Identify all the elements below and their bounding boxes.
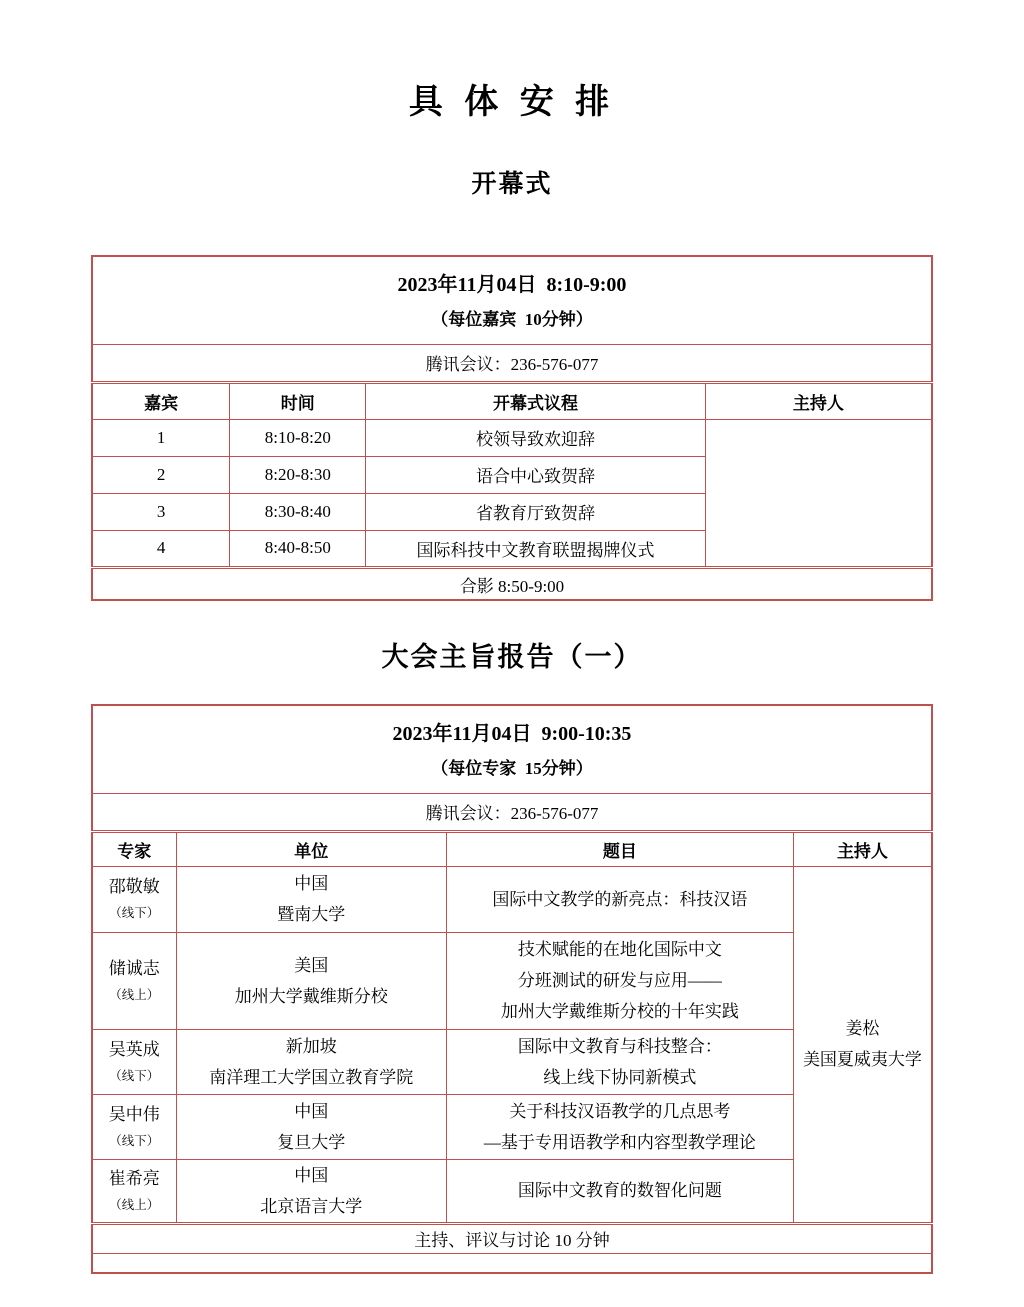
expert-name: 崔希亮 — [108, 1168, 160, 1188]
session-duration-note: （每位专家 15分钟） — [431, 758, 593, 778]
guest-no-cell: 1 — [92, 419, 230, 456]
host-org: 美国夏威夷大学 — [802, 1050, 922, 1070]
org-line: 暨南大学 — [277, 905, 346, 925]
expert-cell — [92, 1159, 176, 1223]
agenda-cell: 国际科技中文教育联盟揭牌仪式 — [366, 530, 705, 567]
empty-row — [92, 1253, 932, 1273]
col-header-agenda: 开幕式议程 — [366, 382, 705, 419]
date-row — [92, 256, 932, 345]
org-line: 新加坡 — [285, 1036, 337, 1056]
col-header-expert: 专家 — [92, 831, 176, 866]
org-cell — [176, 1159, 446, 1223]
expert-cell — [92, 1094, 176, 1159]
topic-cell — [446, 932, 793, 1029]
keynote-table — [91, 704, 933, 1275]
keynote-section-title: 大会主旨报告（一） — [381, 642, 643, 673]
guest-no-cell: 3 — [92, 493, 230, 530]
org-line: 复旦大学 — [277, 1132, 346, 1152]
guest-no-cell: 2 — [92, 456, 230, 493]
table-row — [92, 866, 932, 932]
discussion-row — [92, 1223, 932, 1253]
host-cell — [705, 419, 932, 567]
date-cell — [92, 705, 932, 794]
org-cell — [176, 932, 446, 1029]
expert-name: 储诚志 — [108, 958, 160, 978]
topic-cell — [446, 1029, 793, 1094]
host-cell — [793, 866, 932, 1223]
meeting-row — [92, 344, 932, 382]
date-cell — [92, 256, 932, 345]
time-cell: 8:30-8:40 — [230, 493, 366, 530]
meeting-id: 腾讯会议：236-576-077 — [92, 793, 932, 831]
attendance-mode: （线上） — [109, 987, 160, 1002]
opening-ceremony-table — [91, 255, 933, 602]
topic-cell — [446, 866, 793, 932]
col-header-guest: 嘉宾 — [92, 382, 230, 419]
expert-name: 吴英成 — [108, 1039, 160, 1059]
org-line: 北京语言大学 — [260, 1196, 363, 1216]
expert-name: 邵敬敏 — [108, 877, 160, 897]
col-header-topic: 题目 — [446, 831, 793, 866]
topic-line: 线上线下协同新模式 — [543, 1067, 697, 1087]
host-name: 姜松 — [845, 1019, 880, 1039]
topic-cell — [446, 1159, 793, 1223]
expert-cell — [92, 1029, 176, 1094]
document-title: 具 体 安 排 — [408, 83, 616, 121]
org-cell — [176, 1029, 446, 1094]
session-duration-note: （每位嘉宾 10分钟） — [431, 309, 593, 329]
empty-cell — [92, 1253, 932, 1273]
opening-section-title: 开幕式 — [471, 169, 553, 198]
org-line: 南洋理工大学国立教育学院 — [209, 1067, 414, 1087]
col-header-org: 单位 — [176, 831, 446, 866]
org-line: 中国 — [294, 874, 329, 894]
attendance-mode: （线下） — [109, 1133, 160, 1148]
guest-no-cell: 4 — [92, 530, 230, 567]
session-datetime: 2023年11月04日 8:10-9:00 — [397, 273, 627, 296]
agenda-cell: 省教育厅致贺辞 — [366, 493, 705, 530]
topic-line: 技术赋能的在地化国际中文 — [517, 940, 722, 960]
expert-cell — [92, 866, 176, 932]
org-cell — [176, 1094, 446, 1159]
topic-line: 加州大学戴维斯分校的十年实践 — [500, 1002, 739, 1022]
topic-line: —基于专用语教学和内容型教学理论 — [483, 1132, 756, 1152]
col-header-host: 主持人 — [793, 831, 932, 866]
topic-line: 国际中文教学的新亮点：科技汉语 — [492, 889, 748, 909]
topic-line: 分班测试的研发与应用—— — [517, 971, 722, 991]
session-datetime: 2023年11月04日 9:00-10:35 — [392, 722, 632, 745]
group-photo-cell: 合影 8:50-9:00 — [92, 567, 932, 600]
topic-line: 关于科技汉语教学的几点思考 — [509, 1101, 731, 1121]
col-header-time: 时间 — [230, 382, 366, 419]
photo-row — [92, 567, 932, 600]
agenda-cell: 语合中心致贺辞 — [366, 456, 705, 493]
date-row — [92, 705, 932, 794]
attendance-mode: （线下） — [109, 906, 160, 921]
topic-cell — [446, 1094, 793, 1159]
header-row — [92, 382, 932, 419]
org-cell — [176, 866, 446, 932]
table-row — [92, 419, 932, 456]
time-cell: 8:40-8:50 — [230, 530, 366, 567]
expert-cell — [92, 932, 176, 1029]
org-line: 中国 — [294, 1101, 329, 1121]
meeting-id: 腾讯会议：236-576-077 — [92, 344, 932, 382]
attendance-mode: （线上） — [109, 1197, 160, 1212]
org-line: 美国 — [294, 955, 329, 975]
topic-line: 国际中文教育与科技整合： — [517, 1036, 722, 1056]
topic-line: 国际中文教育的数智化问题 — [517, 1181, 722, 1201]
attendance-mode: （线下） — [109, 1068, 160, 1083]
org-line: 加州大学戴维斯分校 — [234, 986, 388, 1006]
agenda-cell: 校领导致欢迎辞 — [366, 419, 705, 456]
col-header-host: 主持人 — [705, 382, 932, 419]
time-cell: 8:10-8:20 — [230, 419, 366, 456]
expert-name: 吴中伟 — [108, 1104, 160, 1124]
header-row — [92, 831, 932, 866]
time-cell: 8:20-8:30 — [230, 456, 366, 493]
org-line: 中国 — [294, 1165, 329, 1185]
discussion-cell: 主持、评议与讨论 10 分钟 — [92, 1223, 932, 1253]
meeting-row — [92, 793, 932, 831]
